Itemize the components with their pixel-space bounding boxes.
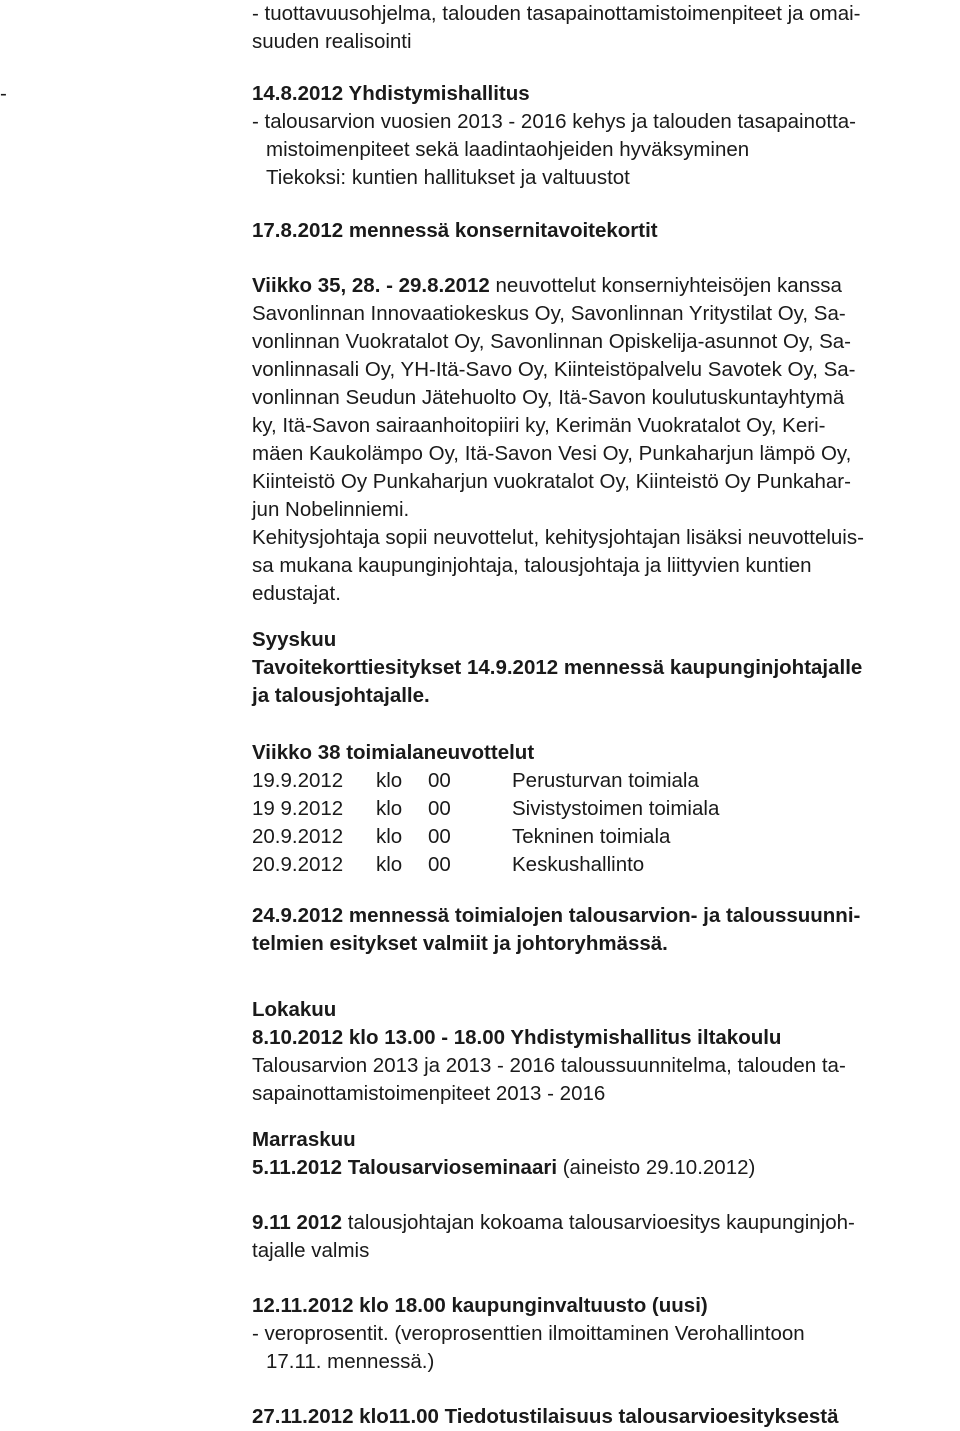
- text-line: [252, 1154, 952, 1182]
- text-line: mistoimenpiteet sekä laadintaohjeiden hyväksyminen: [266, 138, 750, 161]
- section-heading: 12.11.2012 klo 18.00 kaupunginvaltuusto (uusi): [252, 1294, 708, 1317]
- row-unit: Keskushallinto: [512, 853, 645, 876]
- schedule-row: [252, 823, 952, 851]
- text-line: - talousarvion vuosien 2013 - 2016 kehys ja talouden tasapainotta-: [252, 110, 857, 133]
- text-line: tajalle valmis: [252, 1239, 370, 1262]
- row-date: 20.9.2012: [252, 853, 344, 876]
- text-line: suuden realisointi: [252, 30, 412, 53]
- row-klo: klo: [376, 853, 403, 876]
- text-line: vonlinnan Seudun Jätehuolto Oy, Itä-Savon koulutuskuntayhtymä: [252, 386, 845, 409]
- text-line: ky, Itä-Savon sairaanhoitopiiri ky, Kerimän Vuokratalot Oy, Keri-: [252, 414, 826, 437]
- row-date: 19.9.2012: [252, 769, 344, 792]
- month-heading: Marraskuu: [252, 1128, 356, 1151]
- row-date: 19 9.2012: [252, 797, 344, 820]
- text-line: - veroprosentit. (veroprosenttien ilmoittaminen Verohallintoon: [252, 1322, 805, 1345]
- week35-heading: Viikko 35, 28. - 29.8.2012: [252, 274, 490, 297]
- schedule-row: [252, 851, 952, 879]
- section-heading: 14.8.2012 Yhdistymishallitus: [252, 82, 530, 105]
- text-line: mäen Kaukolämpo Oy, Itä-Savon Vesi Oy, Punkaharjun lämpö Oy,: [252, 442, 852, 465]
- text-line: Tavoitekorttiesitykset 14.9.2012 mennessä kaupunginjohtajalle: [252, 656, 863, 679]
- row-time: 00: [428, 769, 451, 792]
- text-line: Tiekoksi: kuntien hallitukset ja valtuustot: [266, 166, 630, 189]
- text-line: Kiinteistö Oy Punkaharjun vuokratalot Oy, Kiinteistö Oy Punkahar-: [252, 470, 851, 493]
- row-klo: klo: [376, 825, 403, 848]
- row-date: 20.9.2012: [252, 825, 344, 848]
- row-time: 00: [428, 797, 451, 820]
- week35-section: [252, 272, 952, 636]
- section-heading: 27.11.2012 klo11.00 Tiedotustilaisuus talousarvioesityksestä: [252, 1405, 839, 1428]
- october-section: [252, 996, 952, 1108]
- nov12-section: [252, 1292, 952, 1376]
- november-section: [252, 1126, 952, 1182]
- seminar-note: (aineisto 29.10.2012): [557, 1156, 756, 1179]
- text-line: vonlinnan Vuokratalot Oy, Savonlinnan Opiskelija-asunnot Oy, Sa-: [252, 330, 852, 353]
- nov9-section: [252, 1209, 952, 1265]
- text-line: telmien esitykset valmiit ja johtoryhmässä.: [252, 932, 668, 955]
- nov9-text: talousjohtajan kokoama talousarvioesitys kaupunginjoh-: [342, 1211, 855, 1234]
- text-line: [252, 1209, 952, 1237]
- month-heading: Syyskuu: [252, 628, 337, 651]
- aug14-section: [252, 80, 952, 192]
- sep24-section: [252, 902, 952, 958]
- row-klo: klo: [376, 797, 403, 820]
- section-heading: Viikko 38 toimialaneuvottelut: [252, 741, 535, 764]
- text-line: Talousarvion 2013 ja 2013 - 2016 taloussuunnitelma, talouden ta-: [252, 1054, 846, 1077]
- section-heading: 8.10.2012 klo 13.00 - 18.00 Yhdistymishallitus iltakoulu: [252, 1026, 782, 1049]
- text-line: sa mukana kaupunginjohtaja, talousjohtaja ja liittyvien kuntien: [252, 554, 812, 577]
- text-line: Kehitysjohtaja sopii neuvottelut, kehitysjohtajan lisäksi neuvotteluis-: [252, 526, 864, 549]
- aug17-section: [252, 217, 952, 245]
- text-line: ja talousjohtajalle.: [252, 684, 430, 707]
- text-line: vonlinnasali Oy, YH-Itä-Savo Oy, Kiinteistöpalvelu Savotek Oy, Sa-: [252, 358, 856, 381]
- row-time: 00: [428, 825, 451, 848]
- margin-dash: -: [0, 82, 7, 105]
- nov9-date: 9.11 2012: [252, 1211, 343, 1234]
- text-line: sapainottamistoimenpiteet 2013 - 2016: [252, 1082, 606, 1105]
- section-heading: 17.8.2012 mennessä konsernitavoitekortit: [252, 219, 658, 242]
- seminar-heading: 5.11.2012 Talousarvioseminaari: [252, 1156, 558, 1179]
- week38-section: [252, 739, 952, 879]
- row-unit: Perusturvan toimiala: [512, 769, 699, 792]
- text-line: [252, 272, 952, 300]
- text-line: 17.11. mennessä.): [266, 1350, 435, 1373]
- week35-first-line: neuvottelut konserniyhteisöjen kanssa: [489, 274, 842, 297]
- row-klo: klo: [376, 769, 403, 792]
- text-line: Savonlinnan Innovaatiokeskus Oy, Savonlinnan Yritystilat Oy, Sa-: [252, 302, 846, 325]
- schedule-row: [252, 767, 952, 795]
- text-line: - tuottavuusohjelma, talouden tasapainottamistoimenpiteet ja omai-: [252, 2, 861, 25]
- row-unit: Tekninen toimiala: [512, 825, 671, 848]
- text-line: jun Nobelinniemi.: [252, 498, 410, 521]
- nov27-section: [252, 1403, 952, 1431]
- row-unit: Sivistystoimen toimiala: [512, 797, 720, 820]
- month-heading: Lokakuu: [252, 998, 337, 1021]
- schedule-row: [252, 795, 952, 823]
- september-section: [252, 626, 952, 710]
- text-line: edustajat.: [252, 582, 341, 605]
- intro-section: [252, 0, 952, 56]
- text-line: 24.9.2012 mennessä toimialojen talousarvion- ja taloussuunni-: [252, 904, 861, 927]
- row-time: 00: [428, 853, 451, 876]
